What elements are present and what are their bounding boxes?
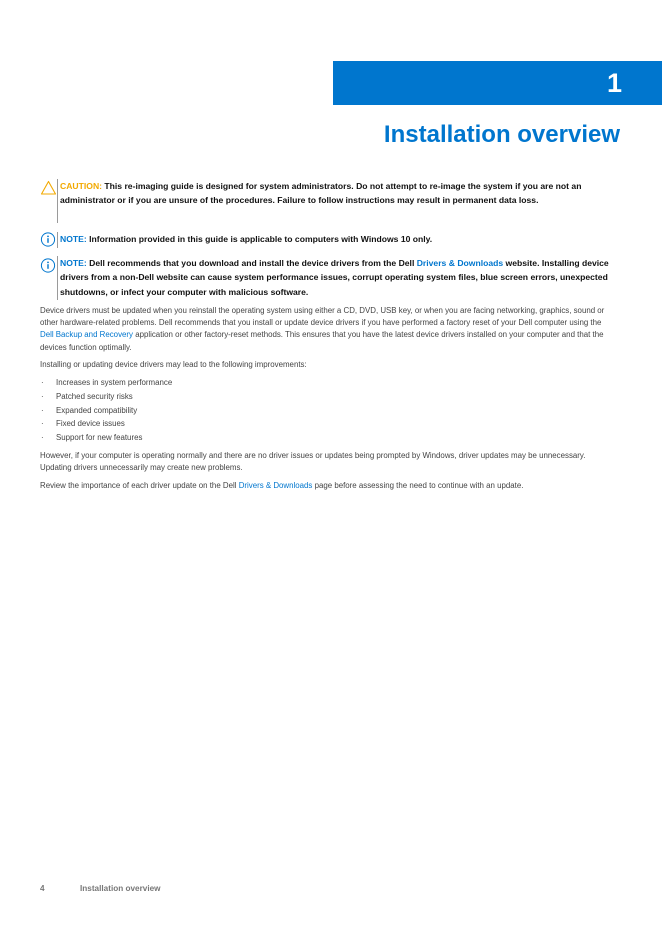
note1-label: NOTE: [60,234,87,244]
chapter-number: 1 [606,68,622,98]
chapter-title: Installation overview [383,121,620,148]
note2-text [60,256,615,299]
paragraph-improvements-intro: Installing or updating device drivers may lead to the following improvements: [40,360,307,369]
drivers-downloads-link[interactable]: Drivers & Downloads [416,258,504,268]
drivers-downloads-link[interactable]: Drivers & Downloads [238,481,313,490]
list-item: · Fixed device issues [40,417,440,431]
bullet-mark: · [41,419,44,429]
footer-section-title: Installation overview [80,884,161,893]
notice-divider [57,232,58,248]
info-icon [40,231,57,248]
note2-body-start: Dell recommends that you download and install the device drivers from the Dell [89,258,415,268]
footer-page-number: 4 [40,884,45,893]
warning-triangle-icon [40,179,57,196]
list-item: · Increases in system performance [40,376,440,390]
note-windows-10 [40,232,620,248]
paragraph-unnecessary-updates: However, if your computer is operating normally and there are no driver issues or updates being prompted by Windows, driver updates may be unnecessary. Updating drivers unnecessarily may create new problems. [40,451,586,473]
note-drivers-source [40,256,620,300]
caution-label: CAUTION: [60,181,103,191]
paragraph4-start: Review the importance of each driver update on the Dell [40,481,237,490]
chapter-number-bar [333,61,662,105]
note1-body: Information provided in this guide is applicable to computers with Windows 10 only. [89,234,433,244]
dell-backup-recovery-link[interactable]: Dell Backup and Recovery [40,330,133,340]
list-item: · Support for new features [40,431,440,445]
paragraph-driver-updates [40,305,610,354]
notice-divider [57,179,58,223]
list-item: · Expanded compatibility [40,404,440,418]
paragraph1-end: application or other factory-reset methods. This ensures that you have the latest device drivers installed on your computer and that the devices function optimally. [40,330,604,352]
bullet-mark: · [41,405,44,415]
paragraph-review-updates [40,480,610,492]
list-item: · Patched security risks [40,390,440,404]
note2-label: NOTE: [60,258,87,268]
info-icon [40,257,57,274]
bullet-mark: · [41,378,44,387]
improvements-list [40,376,440,445]
bullet-mark: · [41,391,44,401]
paragraph1-start: Device drivers must be updated when you reinstall the operating system using either a CD, DVD, USB key, or when you are facing networking, graphics, sound or other hardware-related problems. Dell recommends that you install or update device drivers if you have performed a factory reset of your Dell computer using the [40,306,605,328]
notice-divider [57,256,58,300]
bullet-mark: · [41,433,44,443]
note1-text [60,232,615,246]
caution-notice [40,179,620,223]
paragraph4-end: page before assessing the need to continue with an update. [314,481,524,490]
caution-body: This re-imaging guide is designed for system administrators. Do not attempt to re-image the system if you are not an administrator or if you are unsure of the procedures. Failure to follow instructions may result in permanent data loss. [60,181,582,206]
caution-text [60,179,615,208]
note2-body-end: website. Installing device drivers from a non-Dell website can cause system performance issues, corrupt operating system files, blue screen errors, unexpected shutdowns, or infect your computer with malicious software. [60,258,609,297]
